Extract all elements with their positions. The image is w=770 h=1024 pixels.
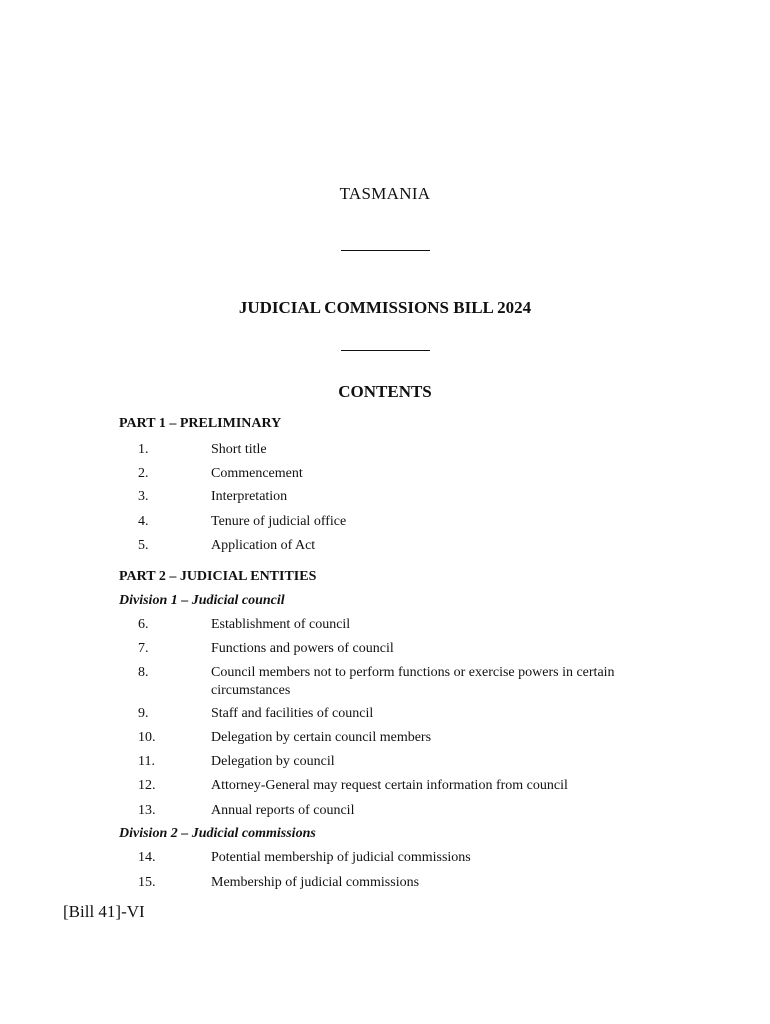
bill-reference: [Bill 41]-VI bbox=[63, 902, 145, 921]
section-number: 5. bbox=[138, 538, 149, 553]
section-number: 14. bbox=[138, 850, 156, 865]
title-rule-top bbox=[341, 250, 430, 251]
section-title: Council members not to perform functions or exercise powers in certain circumstances bbox=[211, 665, 615, 698]
section-number: 9. bbox=[138, 706, 149, 721]
section-title: Potential membership of judicial commissions bbox=[211, 850, 471, 865]
section-number: 1. bbox=[138, 442, 149, 457]
section-number: 13. bbox=[138, 803, 156, 818]
section-title: Commencement bbox=[211, 466, 303, 481]
section-number: 11. bbox=[138, 754, 155, 769]
section-number: 4. bbox=[138, 514, 149, 529]
title-rule-bottom bbox=[341, 350, 430, 351]
section-title: Functions and powers of council bbox=[211, 641, 394, 656]
part-heading: PART 2 – JUDICIAL ENTITIES bbox=[119, 569, 317, 584]
section-title: Annual reports of council bbox=[211, 803, 355, 818]
part-heading: PART 1 – PRELIMINARY bbox=[119, 416, 282, 431]
section-number: 12. bbox=[138, 778, 156, 793]
section-title: Delegation by certain council members bbox=[211, 730, 432, 745]
division-heading: Division 1 – Judicial council bbox=[119, 593, 285, 608]
section-title: Staff and facilities of council bbox=[211, 706, 374, 721]
section-number: 8. bbox=[138, 665, 149, 680]
contents-heading: CONTENTS bbox=[338, 382, 432, 401]
section-number: 2. bbox=[138, 466, 149, 481]
section-number: 7. bbox=[138, 641, 149, 656]
jurisdiction-heading: TASMANIA bbox=[339, 184, 431, 203]
section-number: 6. bbox=[138, 617, 149, 632]
section-title: Establishment of council bbox=[211, 617, 351, 632]
section-title: Short title bbox=[211, 442, 267, 457]
section-number: 10. bbox=[138, 730, 156, 745]
section-title: Interpretation bbox=[211, 489, 288, 504]
division-heading: Division 2 – Judicial commissions bbox=[119, 826, 316, 841]
section-title: Application of Act bbox=[211, 538, 316, 553]
section-title: Membership of judicial commissions bbox=[211, 875, 420, 890]
section-title: Delegation by council bbox=[211, 754, 335, 769]
section-title: Tenure of judicial office bbox=[211, 514, 347, 529]
bill-title: JUDICIAL COMMISSIONS BILL 2024 bbox=[238, 298, 532, 317]
section-title: Attorney-General may request certain information from council bbox=[211, 778, 568, 793]
section-number: 3. bbox=[138, 489, 149, 504]
section-number: 15. bbox=[138, 875, 156, 890]
